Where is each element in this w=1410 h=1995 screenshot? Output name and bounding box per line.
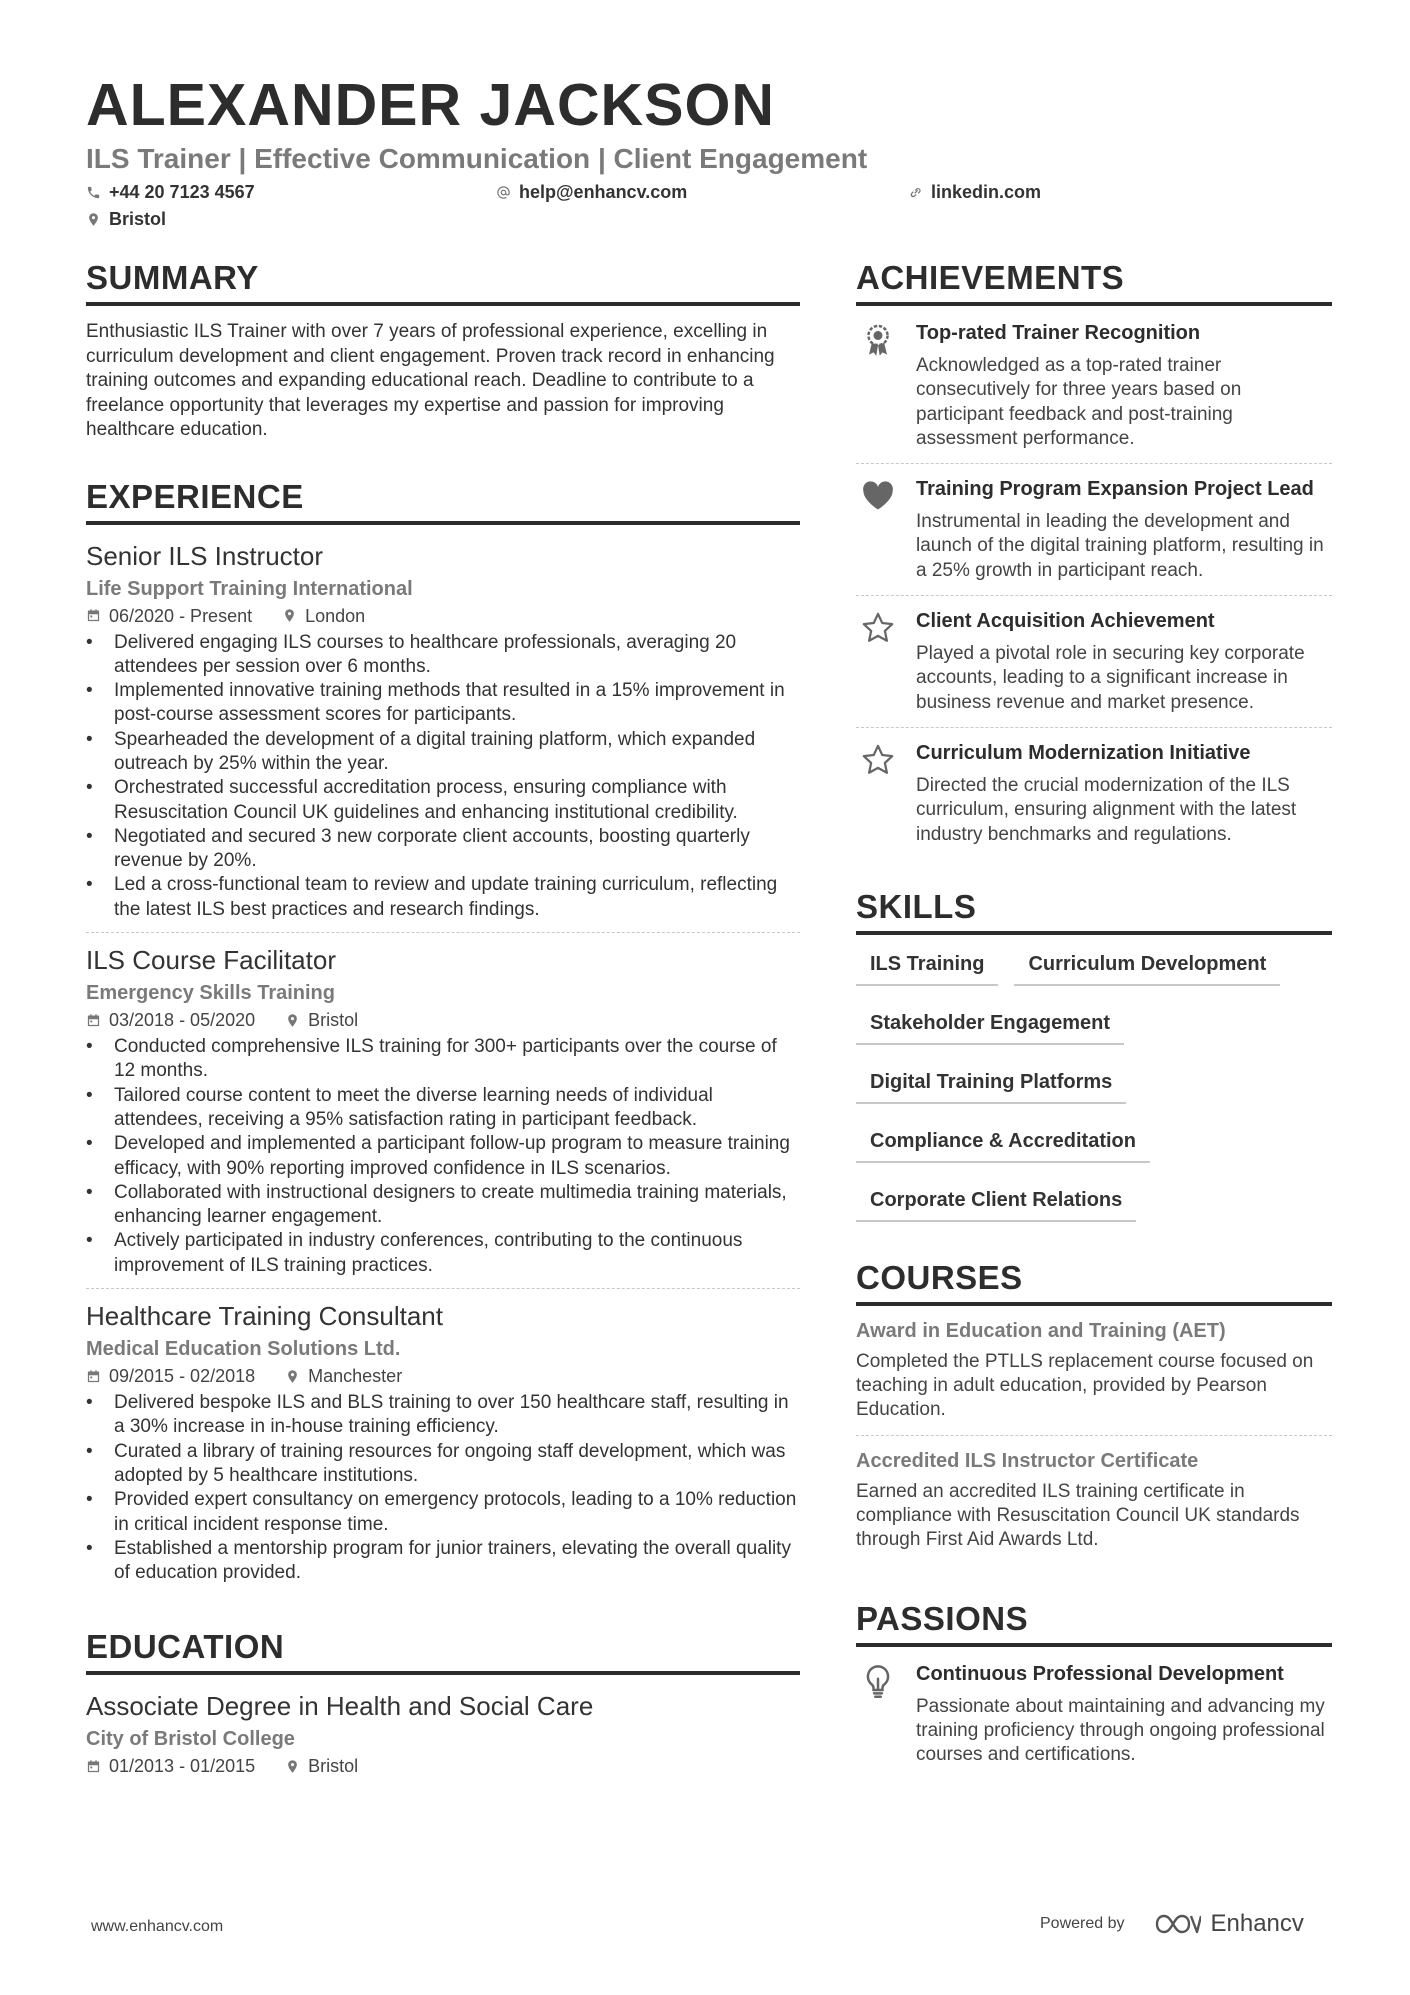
achievement-desc: Played a pivotal role in securing key corporate accounts, leading to a significant increase in business revenue and market presence.	[916, 643, 1305, 713]
achievement-item	[856, 464, 1332, 596]
job-bullet: • Provided expert consultancy on emergency protocols, leading to a 10% reduction in critical incident response time.	[86, 1488, 800, 1537]
job-title: Senior ILS Instructor	[86, 540, 323, 571]
achievement-item	[856, 308, 1332, 464]
skill-tag: Compliance & Accreditation	[856, 1124, 1150, 1163]
job-bullet: • Delivered engaging ILS courses to healthcare professionals, averaging 20 attendees per session over 6 months.	[86, 631, 800, 680]
summary-heading: SUMMARY	[86, 258, 800, 306]
left-column	[86, 258, 800, 1779]
job-bullets	[86, 1035, 800, 1278]
job-location	[282, 603, 365, 629]
job-dates: 06/2020 - Present	[109, 605, 253, 626]
achievements-heading: ACHIEVEMENTS	[856, 258, 1332, 306]
location-pin-icon	[282, 608, 297, 623]
courses-heading: COURSES	[856, 1258, 1332, 1306]
job-bullet: • Spearheaded the development of a digital training platform, which expanded outreach by 25% within the year.	[86, 728, 800, 777]
contact-info	[86, 178, 1336, 236]
job-bullet: • Implemented innovative training methods that resulted in a 15% improvement in post-course assessment scores for participants.	[86, 679, 800, 728]
course-title: Award in Education and Training (AET)	[856, 1319, 1226, 1342]
job-title: Healthcare Training Consultant	[86, 1301, 443, 1332]
candidate-name: ALEXANDER JACKSON	[86, 72, 776, 138]
job-bullet: • Conducted comprehensive ILS training for 300+ participants over the course of 12 months.	[86, 1035, 800, 1084]
passions-heading: PASSIONS	[856, 1599, 1332, 1647]
skill-tag: ILS Training	[856, 947, 998, 986]
achievement-title: Training Program Expansion Project Lead	[916, 478, 1314, 501]
skills-heading: SKILLS	[856, 887, 1332, 935]
education-dates: 01/2013 - 01/2015	[109, 1756, 256, 1777]
education-heading: EDUCATION	[86, 1627, 800, 1675]
job-bullet: • Actively participated in industry conferences, contributing to the continuous improvement of ILS training practices.	[86, 1229, 800, 1278]
course-desc: Completed the PTLLS replacement course focused on teaching in adult education, provided by Pearson Education.	[856, 1350, 1314, 1421]
passion-desc: Passionate about maintaining and advancing my training proficiency through ongoing professional courses and certifications.	[916, 1695, 1325, 1766]
calendar-icon	[86, 1013, 101, 1028]
location-pin-icon	[86, 212, 101, 227]
right-column	[856, 258, 1332, 1780]
job-location-text: Manchester	[308, 1366, 403, 1387]
job-bullets	[86, 631, 800, 923]
job-entry	[86, 932, 800, 1288]
candidate-title: ILS Trainer | Effective Communication | Client Engagement	[86, 143, 868, 174]
calendar-icon	[86, 1759, 101, 1774]
job-bullet: • Developed and implemented a participant follow-up program to measure training efficacy, with 90% reporting improved confidence in ILS scenarios.	[86, 1132, 800, 1181]
job-meta	[86, 1363, 800, 1389]
achievement-item	[856, 728, 1332, 859]
job-company: Emergency Skills Training	[86, 982, 335, 1005]
skill-tag: Digital Training Platforms	[856, 1065, 1126, 1104]
resume-header	[86, 70, 1336, 236]
degree-title: Associate Degree in Health and Social Care	[86, 1691, 594, 1722]
brand-logo[interactable]	[1153, 1910, 1304, 1938]
courses-section	[856, 1258, 1332, 1565]
at-icon	[496, 185, 511, 200]
achievement-title: Top-rated Trainer Recognition	[916, 322, 1201, 344]
achievements-section	[856, 258, 1332, 859]
star-icon	[860, 742, 896, 778]
job-bullet: • Led a cross-functional team to review and update training curriculum, reflecting the latest ILS best practices and research findings.	[86, 873, 800, 922]
course-item	[856, 1316, 1332, 1435]
course-title: Accredited ILS Instructor Certificate	[856, 1449, 1199, 1472]
contact-phone[interactable]	[86, 180, 255, 204]
passions-section	[856, 1599, 1332, 1780]
job-location	[285, 1007, 358, 1033]
skill-tag: Corporate Client Relations	[856, 1183, 1136, 1222]
job-dates: 09/2015 - 02/2018	[109, 1366, 256, 1387]
job-entry	[86, 539, 800, 933]
job-bullet: • Established a mentorship program for junior trainers, elevating the overall quality of education provided.	[86, 1537, 800, 1586]
job-location	[285, 1363, 402, 1389]
achievement-item	[856, 596, 1332, 728]
education-location-text: Bristol	[308, 1756, 359, 1777]
job-bullet: • Curated a library of training resources for ongoing staff development, which was adopted by 5 healthcare institutions.	[86, 1440, 800, 1489]
calendar-icon	[86, 608, 101, 623]
job-bullet: • Orchestrated successful accreditation process, ensuring compliance with Resuscitation Council UK guidelines and enhancing institutional credibility.	[86, 776, 800, 825]
location-pin-icon	[285, 1759, 300, 1774]
skill-tag: Stakeholder Engagement	[856, 1006, 1124, 1045]
education-meta	[86, 1753, 800, 1779]
job-bullets	[86, 1391, 800, 1585]
phone-text: +44 20 7123 4567	[109, 181, 255, 202]
brand-name: Enhancv	[1210, 1910, 1304, 1937]
skills-list	[856, 947, 1332, 1222]
link-icon	[908, 185, 923, 200]
enhancv-logo-icon	[1153, 1910, 1201, 1938]
education-location	[285, 1753, 358, 1779]
achievement-desc: Directed the crucial modernization of the ILS curriculum, ensuring alignment with the latest industry benchmarks and regulations.	[916, 774, 1297, 845]
powered-by-text: Powered by	[1040, 1915, 1125, 1932]
footer-branding	[1040, 1910, 1304, 1938]
email-text: help@enhancv.com	[519, 181, 688, 202]
summary-text: Enthusiastic ILS Trainer with over 7 years of professional experience, excelling in curriculum development and client engagement. Proven track record in enhancing training outcomes and expanding educational reach. Deadline to contribute to a freelance opportunity that leverages my expertise and passion for improving healthcare education.	[86, 321, 775, 440]
job-meta	[86, 603, 800, 629]
star-icon	[860, 610, 896, 646]
contact-location	[86, 207, 166, 231]
job-location-text: London	[305, 605, 366, 626]
job-bullet: • Tailored course content to meet the diverse learning needs of individual attendees, receiving a 95% satisfaction rating in participant feedback.	[86, 1084, 800, 1133]
job-bullet: • Collaborated with instructional designers to create multimedia training materials, enhancing learner engagement.	[86, 1181, 800, 1230]
contact-linkedin[interactable]	[908, 180, 1041, 204]
phone-icon	[86, 185, 101, 200]
linkedin-text: linkedin.com	[931, 181, 1042, 202]
job-bullet: • Delivered bespoke ILS and BLS training to over 150 healthcare staff, resulting in a 30% increase in in-house training efficiency.	[86, 1391, 800, 1440]
school-name: City of Bristol College	[86, 1728, 295, 1751]
achievement-title: Curriculum Modernization Initiative	[916, 741, 1251, 764]
experience-heading: EXPERIENCE	[86, 477, 800, 525]
location-pin-icon	[285, 1369, 300, 1384]
summary-section	[86, 258, 800, 443]
job-company: Life Support Training International	[86, 577, 413, 600]
job-dates: 03/2018 - 05/2020	[109, 1010, 256, 1031]
calendar-icon	[86, 1369, 101, 1384]
award-ribbon-icon	[860, 322, 896, 358]
course-item	[856, 1435, 1332, 1565]
job-meta	[86, 1007, 800, 1033]
job-title: ILS Course Facilitator	[86, 945, 336, 976]
job-bullet: • Negotiated and secured 3 new corporate client accounts, boosting quarterly revenue by 20%.	[86, 825, 800, 874]
skills-section	[856, 887, 1332, 1222]
achievement-title: Client Acquisition Achievement	[916, 610, 1215, 633]
lightbulb-icon	[860, 1663, 896, 1699]
job-entry	[86, 1288, 800, 1595]
experience-section	[86, 477, 800, 1596]
location-text: Bristol	[109, 208, 167, 229]
contact-email[interactable]	[496, 180, 687, 204]
heart-icon	[860, 478, 896, 514]
skill-tag: Curriculum Development	[1014, 947, 1280, 986]
education-section	[86, 1627, 800, 1779]
footer-website[interactable]: www.enhancv.com	[91, 1918, 224, 1935]
location-pin-icon	[285, 1013, 300, 1028]
achievement-desc: Instrumental in leading the development and launch of the digital training platform, resulting in a 25% growth in participant reach.	[916, 511, 1324, 581]
achievement-desc: Acknowledged as a top-rated trainer consecutively for three years based on participant feedback and post-training assessment performance.	[916, 355, 1242, 449]
job-company: Medical Education Solutions Ltd.	[86, 1338, 401, 1361]
passion-title: Continuous Professional Development	[916, 1662, 1284, 1685]
passion-item	[856, 1649, 1332, 1780]
course-desc: Earned an accredited ILS training certificate in compliance with Resuscitation Council UK standards through First Aid Awards Ltd.	[856, 1480, 1300, 1551]
job-location-text: Bristol	[308, 1010, 359, 1031]
